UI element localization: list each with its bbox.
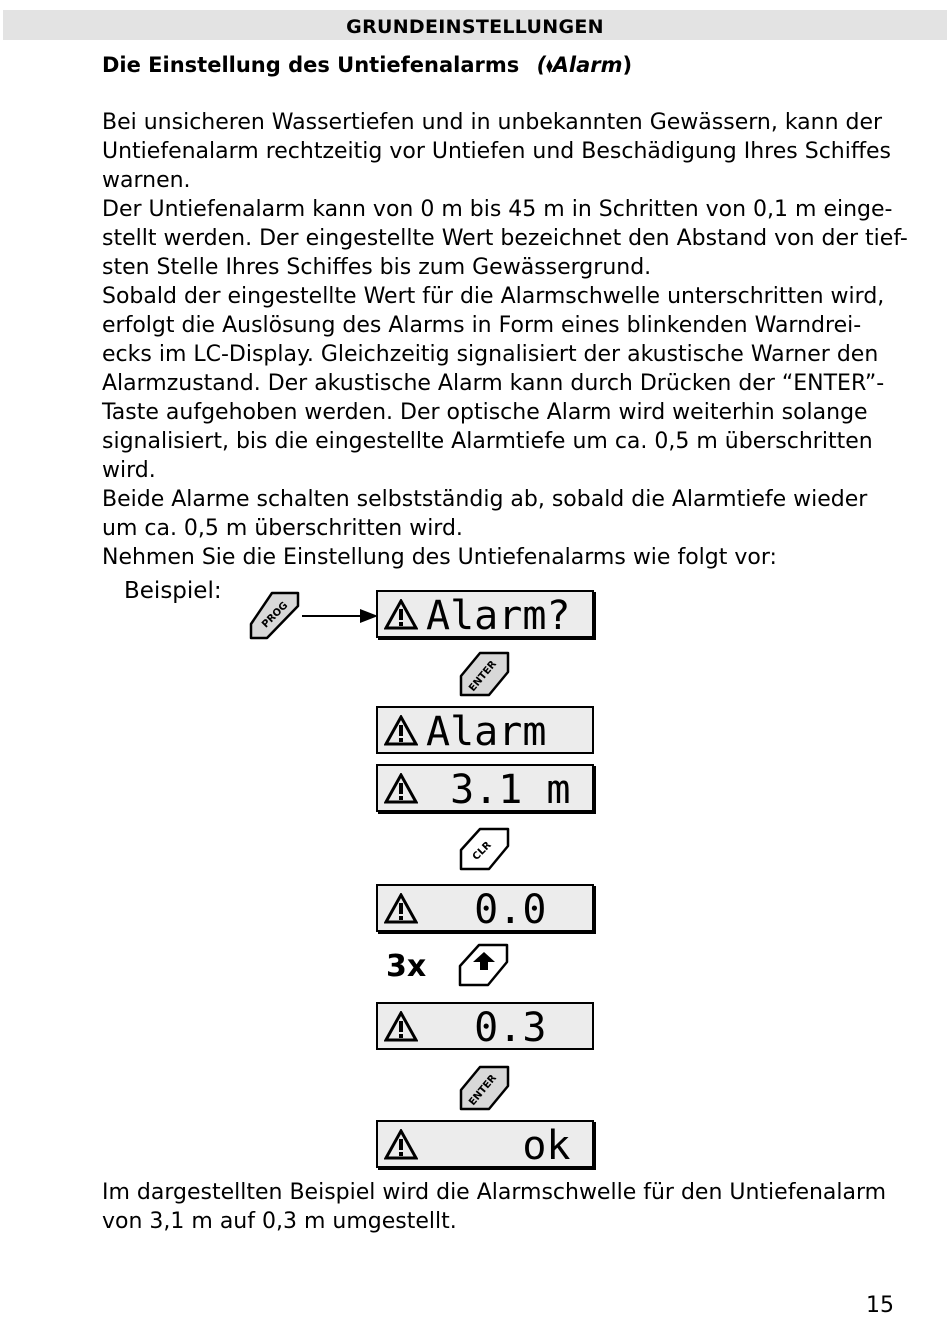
warning-triangle-icon [384, 1129, 418, 1160]
title-close-paren: ) [622, 53, 633, 77]
title-main: Die Einstellung des Untiefenalarms [102, 53, 520, 77]
body-line: sten Stelle Ihres Schiffes bis zum Gewässergrund. [102, 255, 652, 280]
body-line: Sobald der eingestellte Wert für die Alarmschwelle unterschritten wird, [102, 284, 885, 309]
lcd-text: 0.0 [426, 887, 547, 933]
page-number: 15 [866, 1293, 894, 1318]
lcd-text: Alarm? [426, 593, 571, 639]
lcd-display [376, 706, 594, 754]
body-line: stellt werden. Der eingestellte Wert bezeichnet den Abstand von der tief- [102, 226, 908, 251]
body-line: warnen. [102, 168, 191, 193]
body-line: Beide Alarme schalten selbstständig ab, sobald die Alarmtiefe wieder [102, 487, 868, 512]
body-line: Bei unsicheren Wassertiefen und in unbekannten Gewässern, kann der [102, 110, 883, 135]
title-menu-item: Alarm [552, 53, 623, 77]
page-title [102, 50, 632, 82]
example-label: Beispiel: [124, 578, 222, 604]
body-line: Nehmen Sie die Einstellung des Untiefenalarms wie folgt vor: [102, 545, 777, 570]
body-line: erfolgt die Auslösung des Alarms in Form eines blinkenden Warndrei- [102, 313, 862, 338]
lcd-display [376, 590, 594, 638]
body-line: wird. [102, 458, 156, 483]
enter-key-icon [458, 650, 512, 698]
body-line: ecks im LC-Display. Gleichzeitig signalisiert der akustische Warner den [102, 342, 879, 367]
summary-text [102, 1178, 886, 1236]
lcd-text: 3.1 m [426, 767, 571, 813]
section-heading: GRUNDEINSTELLUNGEN [346, 16, 604, 38]
prog-key-icon [247, 589, 303, 641]
body-line: um ca. 0,5 m überschritten wird. [102, 516, 463, 541]
body-line: Untiefenalarm rechtzeitig vor Untiefen und Beschädigung Ihres Schiffes [102, 139, 892, 164]
lcd-display [376, 1120, 594, 1168]
warning-triangle-icon [384, 893, 418, 924]
repeat-count: 3x [386, 949, 427, 984]
body-line: Der Untiefenalarm kann von 0 m bis 45 m in Schritten von 0,1 m einge- [102, 197, 893, 222]
body-line: Taste aufgehoben werden. Der optische Alarm wird weiterhin solange [102, 400, 868, 425]
lcd-text: ok [426, 1123, 571, 1169]
up-arrow-key-icon [457, 942, 511, 988]
summary-line: von 3,1 m auf 0,3 m umgestellt. [102, 1209, 457, 1234]
lcd-display [376, 884, 594, 932]
lcd-display [376, 764, 594, 812]
warning-triangle-icon [384, 715, 418, 746]
clr-key-icon [458, 826, 512, 872]
menu-arrow-icon: ⧫ [546, 59, 553, 74]
enter-key-label: ENTER [467, 1072, 500, 1108]
warning-triangle-icon [384, 1011, 418, 1042]
clr-key-label: CLR [470, 839, 494, 863]
body-line: signalisiert, bis die eingestellte Alarmtiefe um ca. 0,5 m überschritten [102, 429, 873, 454]
prog-key-label: PROG [260, 600, 291, 631]
lcd-text: 0.3 [426, 1005, 547, 1051]
page-header [3, 10, 947, 40]
warning-triangle-icon [384, 773, 418, 804]
enter-key-label: ENTER [467, 658, 500, 694]
arrow-right-icon [302, 606, 378, 626]
body-line: Alarmzustand. Der akustische Alarm kann durch Drücken der “ENTER”- [102, 371, 885, 396]
lcd-text: Alarm [426, 709, 547, 755]
enter-key-icon [458, 1064, 512, 1112]
body-text [102, 108, 908, 572]
warning-triangle-icon [384, 599, 418, 630]
lcd-display [376, 1002, 594, 1050]
title-open-paren: ( [536, 53, 547, 77]
summary-line: Im dargestellten Beispiel wird die Alarmschwelle für den Untiefenalarm [102, 1180, 887, 1205]
